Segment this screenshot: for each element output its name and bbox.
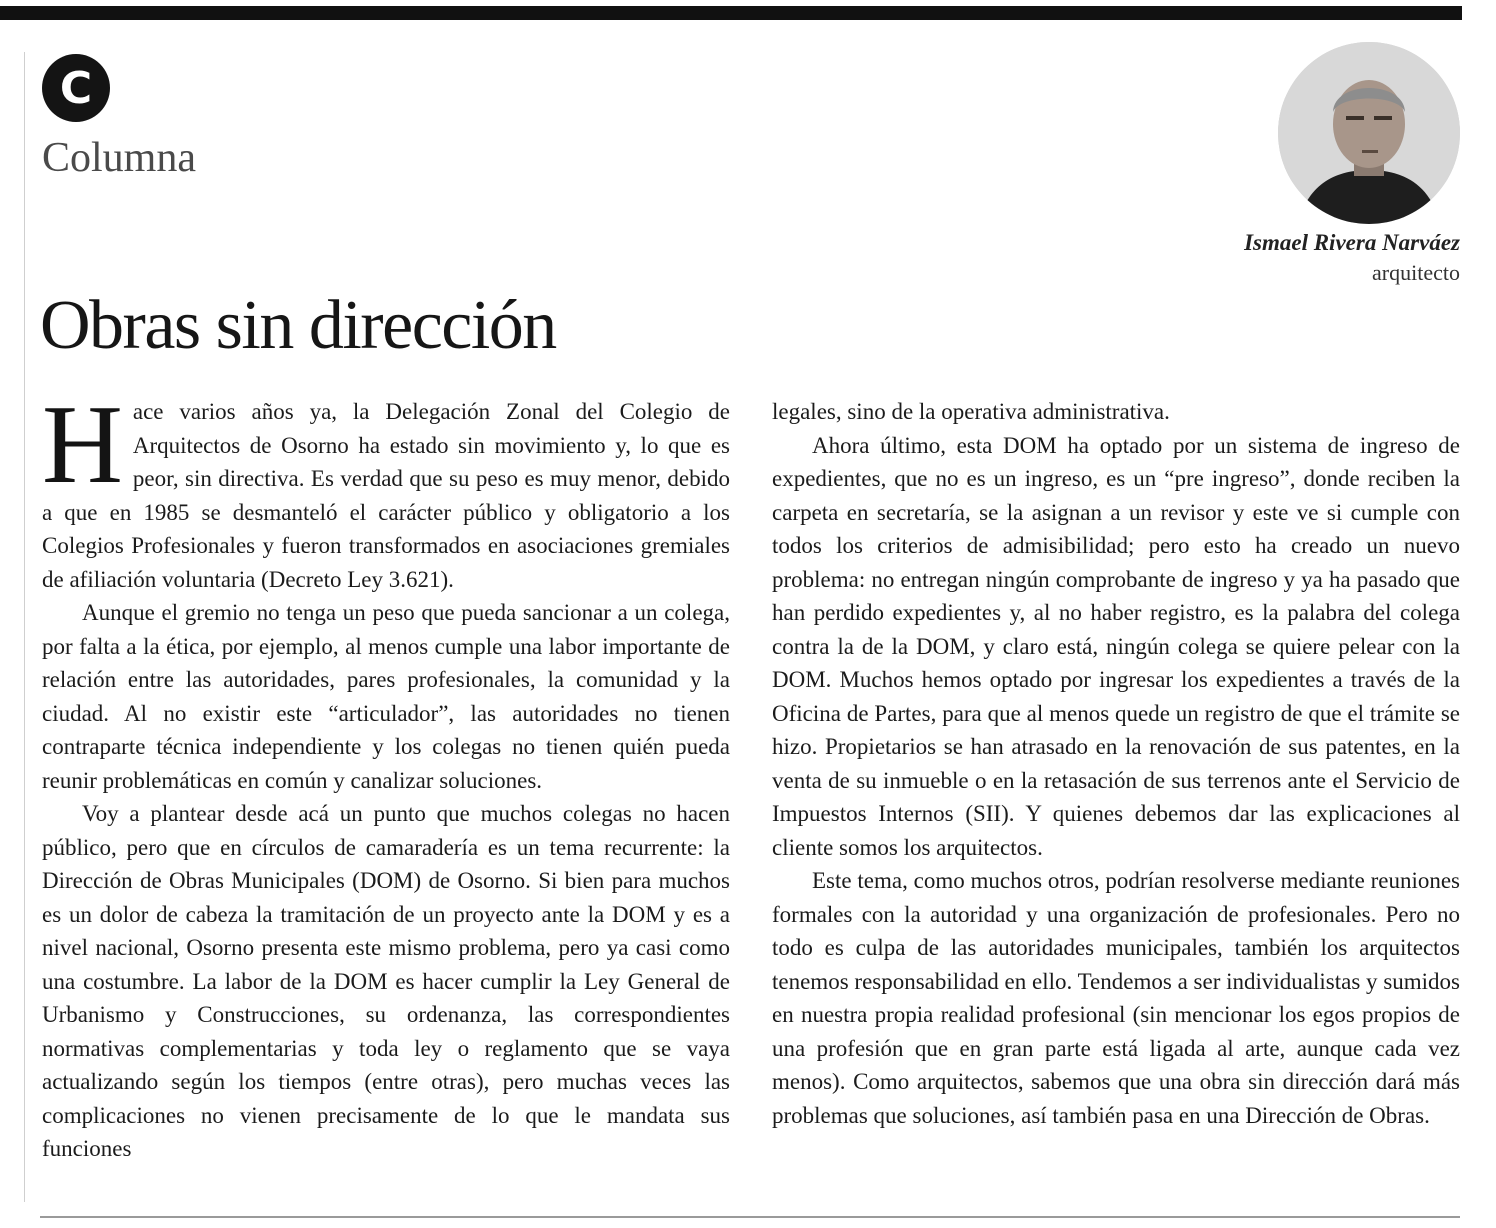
paragraph-1 — [42, 383, 730, 596]
article-headline: Obras sin dirección — [40, 287, 556, 364]
paragraph-3-continued: legales, sino de la operativa administrativa. — [772, 399, 1170, 424]
paragraph-3: Voy a plantear desde acá un punto que muchos colegas no hacen público, pero que en círculos de camaradería es un tema recurrente: la Dirección de Obras Municipales (DOM) de Osorno. Si bien para muchos es un dolor de cabeza la tramitación de un proyecto ante la DOM y es a nivel nacional, Osorno presenta este mismo problema, pero ya casi como una costumbre. La labor de la DOM es hacer cumplir la Ley General de Urbanismo y Construcciones, su ordenanza, las correspondientes normativas complementarias y toda ley o reglamento que se vaya actualizando según los tiempos (entre otras), pero muchas veces las complicaciones no vienen precisamente de lo que le mandata sus funciones — [42, 801, 730, 1161]
section-badge: C — [42, 54, 110, 122]
left-margin-rule — [24, 52, 25, 1202]
paragraph-4: Ahora último, esta DOM ha optado por un sistema de ingreso de expedientes, que no es un ingreso, es un “pre ingreso”, donde reciben la carpeta en secretaría, se la asignan a un revisor y este ve si cumple con todos los criterios de admisibilidad; pero esto ha creado un nuevo problema: no entregan ningún comprobante de ingreso y ya ha pasado que han perdido expedientes y, al no haber registro, es la palabra del colega contra la de la DOM, y claro está, ningún colega se quiere pelear con la DOM. Muchos hemos optado por ingresar los expedientes a través de la Oficina de Partes, para que al menos quede un registro de que el trámite se hizo. Propietarios se han atrasado en la renovación de sus patentes, en la venta de su inmueble o en la retasación de sus terrenos ante el Servicio de Impuestos Internos (SII). Y quienes debemos dar las explicaciones al cliente somos los arquitectos. — [772, 432, 1460, 860]
author-portrait-icon — [1278, 42, 1460, 224]
author-name: Ismael Rivera Narváez — [1244, 230, 1460, 255]
bottom-rule — [40, 1216, 1460, 1218]
article-column-left — [42, 383, 730, 1166]
article-column-right — [772, 395, 1460, 1132]
drop-cap: H — [42, 383, 123, 507]
section-label: Columna — [42, 135, 196, 181]
top-rule — [0, 6, 1462, 20]
paragraph-5: Este tema, como muchos otros, podrían resolverse mediante reuniones formales con la autoridad y una organización de profesionales. Pero no todo es culpa de las autoridades municipales, también los arquitectos tenemos responsabilidad en ello. Tendemos a ser individualistas y sumidos en nuestra propia realidad profesional (sin mencionar los egos propios de una profesión que en gran parte está ligada al arte, aunque cada vez menos). Como arquitectos, sabemos que una obra sin dirección dará más problemas que soluciones, así también pasa en una Dirección de Obras. — [772, 868, 1460, 1128]
author-photo — [1278, 42, 1460, 224]
author-role: arquitecto — [1372, 260, 1460, 285]
byline — [1244, 230, 1460, 286]
paragraph-1-text: ace varios años ya, la Delegación Zonal del Colegio de Arquitectos de Osorno ha estado sin movimiento y, lo que es peor, sin directiva. Es verdad que su peso es muy menor, debido a que en 1985 se desmanteló el carácter público y obligatorio a los Colegios Profesionales y fueron transformados en asociaciones gremiales de afiliación voluntaria (Decreto Ley 3.621). — [42, 399, 730, 592]
paragraph-2: Aunque el gremio no tenga un peso que pueda sancionar a un colega, por falta a la ética, por ejemplo, al menos cumple una labor importante de relación entre las autoridades, pares profesionales, la comunidad y la ciudad. Al no existir este “articulador”, las autoridades no tienen contraparte técnica independiente y los colegas no tienen quién pueda reunir problemáticas en común y canalizar soluciones. — [42, 600, 730, 793]
